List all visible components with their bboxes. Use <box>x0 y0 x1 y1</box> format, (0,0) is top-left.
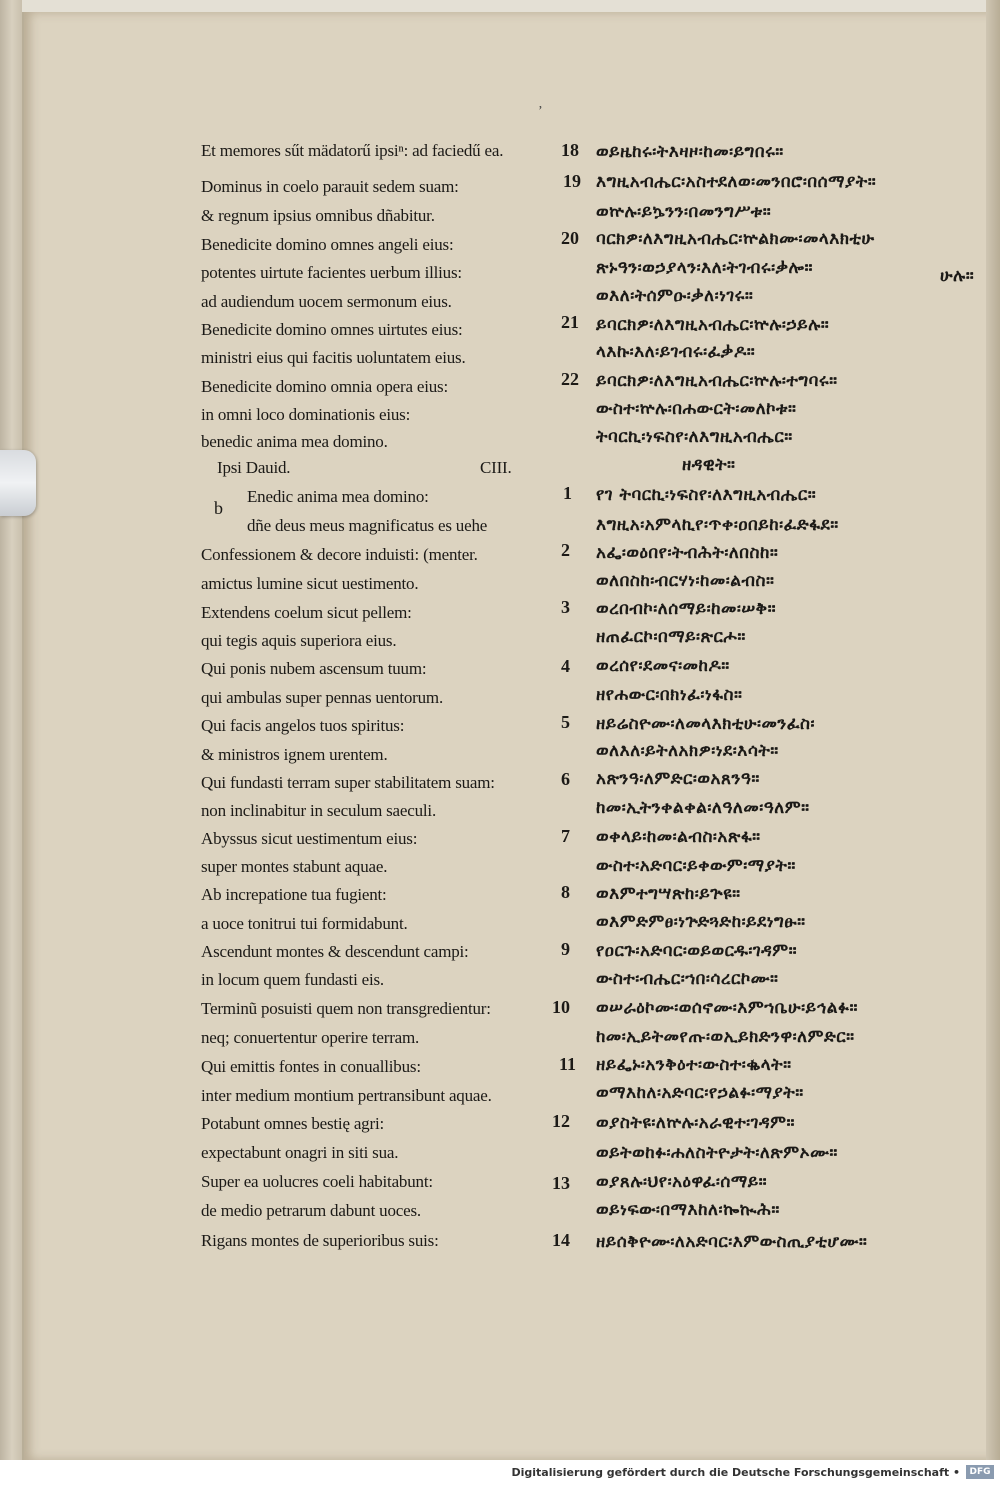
ethiopic-line: ውስተ፡ኵሉ፡በሐውርት፡መለኮቱ። <box>596 399 797 419</box>
latin-line: ministri eius qui facitis uoluntatem eius. <box>201 348 466 367</box>
latin-line: qui ambulas super pennas uentorum. <box>201 688 444 707</box>
latin-line: Abyssus sicut uestimentum eius: <box>201 829 418 848</box>
ethiopic-line: የዐርጉ፡አድባር፡ወይወርዱ፡ገዳም። <box>596 941 798 961</box>
verse-number: 2 <box>561 540 570 560</box>
psalm-number: CIII. <box>480 458 512 477</box>
page-clip <box>0 450 36 516</box>
verse-number: 10 <box>552 997 570 1017</box>
latin-line: & ministros ignem urentem. <box>201 745 388 764</box>
latin-line: Qui fundasti terram super stabilitatem suam: <box>201 773 495 792</box>
ethiopic-line: ወኵሉ፡ይኴንን፡በመንግሥቱ። <box>596 202 772 222</box>
dfg-logo-icon: DFG <box>966 1465 994 1479</box>
latin-line: Extendens coelum sicut pellem: <box>201 603 412 622</box>
latin-line: Qui emittis fontes in conuallibus: <box>201 1057 421 1076</box>
latin-line: in locum quem fundasti eis. <box>201 970 384 989</box>
latin-line: Benedicite domino omnes angeli eius: <box>201 235 454 254</box>
latin-line: in omni loco dominationis eius: <box>201 405 411 424</box>
latin-line: a uoce tonitrui tui formidabunt. <box>201 914 408 933</box>
verse-number: 21 <box>561 312 579 332</box>
latin-line: neq; conuertentur operire terram. <box>201 1028 420 1047</box>
latin-line: & regnum ipsius omnibus dñabitur. <box>201 206 435 225</box>
ethiopic-line: ወለበስከ፡ብርሃነ፡ከመ፡ልብስ። <box>596 571 775 591</box>
ethiopic-line: እግዚአ፡አምላኪየ፡ጥቀ፡ዐበይከ፡ፈድፋደ። <box>596 515 839 535</box>
ethiopic-line: ዘየሐውር፡በክነፈ፡ነፋስ። <box>596 685 743 705</box>
footer-credit: Digitalisierung gefördert durch die Deutsche Forschungsgemeinschaft • <box>511 1466 960 1479</box>
initial-letter: b <box>214 498 223 518</box>
ethiopic-line: ወማእከለ፡አድባር፡የኃልፉ፡ማያት። <box>596 1083 804 1103</box>
latin-line: Et memores sűt mädatorű ipsiⁿ: ad faciedű ea. <box>201 141 504 160</box>
verse-number: 20 <box>561 228 579 248</box>
latin-line: amictus lumine sicut uestimento. <box>201 574 419 593</box>
latin-line: Potabunt omnes bestię agri: <box>201 1114 384 1133</box>
ethiopic-line: ጽኑዓን፡ወኃያላን፡እለ፡ትገብሩ፡ቃሎ። <box>596 258 813 278</box>
ethiopic-line: አፌ፡ወዕበየ፡ትብሕት፡ለበስከ። <box>596 543 779 563</box>
latin-line: Super ea uolucres coeli habitabunt: <box>201 1172 433 1191</box>
verse-number: 14 <box>552 1230 570 1250</box>
verse-number: 19 <box>563 171 581 191</box>
page-edge <box>986 0 1000 1460</box>
ethiopic-line: ወይትወከፉ፡ሐለስትዮታት፡ለጽምኦሙ። <box>596 1143 838 1163</box>
book-spine <box>0 0 22 1487</box>
latin-line: Enedic anima mea domino: <box>247 487 429 506</box>
latin-line: non inclinabitur in seculum saeculi. <box>201 801 436 820</box>
ethiopic-line: የገ ትባርኪ፡ነፍስየ፡ለእግዚአብሔር። <box>596 485 817 505</box>
ethiopic-line: ዘይሰቅዮሙ፡ለአድባር፡እምውስጢያቲሆሙ። <box>596 1232 868 1252</box>
verse-number: 22 <box>561 369 579 389</box>
latin-line: benedic anima mea domino. <box>201 432 388 451</box>
psalm-heading: Ipsi Dauid. <box>217 458 291 477</box>
ethiopic-line: ውስተ፡አድባር፡ይቀውም፡ማያት። <box>596 856 796 876</box>
latin-line: ad audiendum uocem sermonum eius. <box>201 292 452 311</box>
ethiopic-line: ዘይሬስዮሙ፡ለመላእክቲሁ፡መንፈስ፡ <box>596 714 816 734</box>
latin-line: dñe deus meus magnificatus es uehe <box>247 516 488 535</box>
ethiopic-line: ወረሰየ፡ደመና፡መከዶ። <box>596 656 730 676</box>
verse-number: 13 <box>552 1173 570 1193</box>
ethiopic-line: ከመ፡ኢይትመየጡ፡ወኢይክድንዋ፡ለምድር። <box>596 1027 855 1047</box>
latin-line: Terminũ posuisti quem non transgredientur: <box>201 999 491 1018</box>
latin-line: potentes uirtute facientes uerbum illius: <box>201 263 462 282</box>
ethiopic-line: ዘጠፈርኮ፡በማይ፡ጽርሖ። <box>596 627 746 647</box>
verse-number: 12 <box>552 1111 570 1131</box>
verse-number: 7 <box>561 826 570 846</box>
ethiopic-line: አጽንዓ፡ለምድር፡ወአጸንዓ። <box>596 769 760 789</box>
ethiopic-line: ከመ፡ኢትንቀልቀል፡ለዓለመ፡ዓለም። <box>596 798 810 818</box>
ethiopic-line: ወእምተግሣጽከ፡ይጕዩ። <box>596 884 741 904</box>
latin-line: Benedicite domino omnes uirtutes eius: <box>201 320 463 339</box>
ethiopic-line: ይባርክዎ፡ለእግዚአብሔር፡ኵሉ፡ኃይሉ። <box>596 315 830 335</box>
latin-line: Benedicite domino omnia opera eius: <box>201 377 448 396</box>
latin-line: expectabunt onagri in siti sua. <box>201 1143 399 1162</box>
verse-number: 18 <box>561 140 579 160</box>
ethiopic-line: ወይነፍው፡በማእከለ፡ኰኲሕ። <box>596 1200 780 1220</box>
ethiopic-line: ላእኩ፡እለ፡ይገብሩ፡ፈቃዶ። <box>596 342 756 362</box>
latin-line: Qui facis angelos tuos spiritus: <box>201 716 405 735</box>
ethiopic-line: ወረበብኮ፡ለሰማይ፡ከመ፡ሠቅ። <box>596 599 777 619</box>
verse-number: 8 <box>561 882 570 902</box>
latin-line: Rigans montes de superioribus suis: <box>201 1231 439 1250</box>
ethiopic-line: ባርክዎ፡ለእግዚአብሔር፡ኵልክሙ፡መላእክቲሁ <box>596 229 875 249</box>
ethiopic-line: ወሠራዕኮሙ፡ወሰኖሙ፡እምኀቤሁ፡ይኅልፉ። <box>596 998 858 1018</box>
latin-line: Dominus in coelo parauit sedem suam: <box>201 177 459 196</box>
latin-line: de medio petrarum dabunt uoces. <box>201 1201 421 1220</box>
verse-number: 5 <box>561 712 570 732</box>
ethiopic-line: ወያስትዩ፡ለኵሉ፡አራዊተ፡ገዳም። <box>596 1113 795 1133</box>
header-mark: ’ <box>538 104 543 119</box>
verse-number: 3 <box>561 597 570 617</box>
verse-number: 9 <box>561 939 570 959</box>
ethiopic-margin-fragment: ሁሉ። <box>940 266 975 286</box>
verse-number: 11 <box>559 1054 577 1074</box>
latin-line: qui tegis aquis superiora eius. <box>201 631 397 650</box>
ethiopic-line: ወያጸሉ፡ህየ፡አዕዋፈ፡ሰማይ። <box>596 1172 768 1192</box>
ethiopic-line: ወቀላይ፡ከመ፡ልብስ፡አጽፋ። <box>596 827 761 847</box>
ethiopic-line: ውስተ፡ብሔር፡ኀበ፡ሳረርኮሙ። <box>596 969 779 989</box>
latin-line: Confessionem & decore induisti: (menter. <box>201 545 478 564</box>
ethiopic-line: ይባርክዎ፡ለእግዚአብሔር፡ኵሉ፡ተግባሩ። <box>596 371 838 391</box>
latin-line: Ab increpatione tua fugient: <box>201 885 387 904</box>
ethiopic-line: ወለእለ፡ይትለአክዎ፡ነደ፡እሳት። <box>596 741 779 761</box>
ethiopic-line: ትባርኪ፡ነፍስየ፡ለእግዚአብሔር። <box>596 427 793 447</box>
ethiopic-line: እግዚአብሔር፡አስተደለወ፡መንበሮ፡በሰማያት። <box>596 172 877 192</box>
verse-number: 1 <box>563 483 572 503</box>
latin-line: super montes stabunt aquae. <box>201 857 388 876</box>
ethiopic-heading: ዘዳዊት። <box>682 455 736 475</box>
verse-number: 6 <box>561 769 570 789</box>
ethiopic-line: ዘይፌኑ፡አንቅዕተ፡ውስተ፡ቈላት። <box>596 1055 792 1075</box>
latin-line: Ascendunt montes & descendunt campi: <box>201 942 469 961</box>
latin-line: inter medium montium pertransibunt aquae. <box>201 1086 492 1105</box>
latin-line: Qui ponis nubem ascensum tuum: <box>201 659 427 678</box>
ethiopic-line: ወእምድምፀ፡ነጕድጓድከ፡ይደነግፁ። <box>596 912 806 932</box>
verse-number: 4 <box>561 656 570 676</box>
ethiopic-line: ወእለ፡ትሰምዑ፡ቃለ፡ነገሩ። <box>596 286 754 306</box>
ethiopic-line: ወይዜከሩ፡ትእዛዞ፡ከመ፡ይግበሩ። <box>596 142 784 162</box>
